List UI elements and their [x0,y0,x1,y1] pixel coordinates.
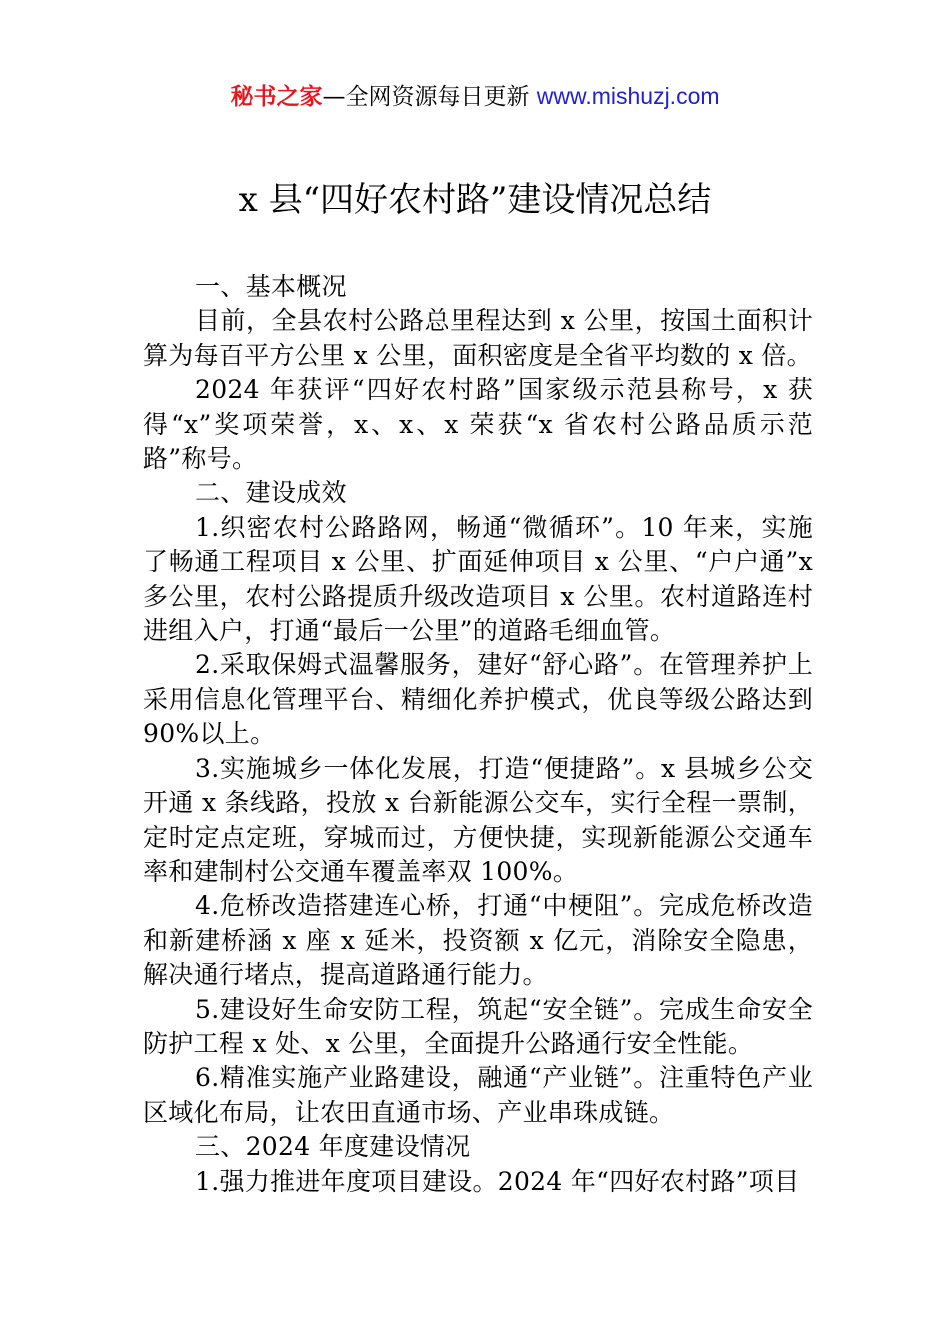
paragraph-achievement-4: 4.危桥改造搭建连心桥，打通“中梗阻”。完成危桥改造和新建桥涵 x 座 x 延米，投资额 x 亿元，消除安全隐患，解决通行堵点，提高道路通行能力。 [143,891,813,990]
section-heading-overview: 一、基本概况 [195,272,347,301]
section-heading-achievements: 二、建设成效 [195,478,347,508]
site-header [0,80,950,113]
paragraph-2024-1: 1.强力推进年度项目建设。2024 年“四好农村路”项目 [195,1166,800,1196]
paragraph-achievement-2: 2.采取保姆式温馨服务，建好“舒心路”。在管理养护上采用信息化管理平台、精细化养护模式，优良等级公路达到 90%以上。 [143,650,813,749]
paragraph-achievement-5: 5.建设好生命安防工程，筑起“安全链”。完成生命安全防护工程 x 处、x 公里，全面提升公路通行安全性能。 [143,994,813,1058]
paragraph-overview-mileage: 目前，全县农村公路总里程达到 x 公里，按国土面积计算为每百平方公里 x 公里，面积密度是全省平均数的 x 倍。 [143,306,813,370]
paragraph-achievement-6: 6.精准实施产业路建设，融通“产业链”。注重特色产业区域化布局，让农田直通市场、产业串珠成链。 [143,1063,813,1127]
document-title: x 县“四好农村路”建设情况总结 [238,180,712,220]
site-brand: 秘书之家 [230,84,323,110]
document-body [143,270,813,1199]
paragraph-overview-honors: 2024 年获评“四好农村路”国家级示范县称号，x 获得“x”奖项荣誉，x、x、x 荣获“x 省农村公路品质示范路”称号。 [143,375,813,474]
section-heading-2024: 三、2024 年度建设情况 [195,1132,471,1162]
site-url-link[interactable]: www.mishuzj.com [536,83,720,109]
paragraph-achievement-1: 1.织密农村公路路网，畅通“微循环”。10 年来，实施了畅通工程项目 x 公里、扩面延伸项目 x 公里、“户户通”x 多公里，农村公路提质升级改造项目 x 公里。农村道路连村进组入户，打通“最后一公里”的道路毛细血管。 [143,512,813,646]
site-tagline: —全网资源每日更新 [322,84,530,110]
paragraph-achievement-3: 3.实施城乡一体化发展，打造“便捷路”。x 县城乡公交开通 x 条线路，投放 x 台新能源公交车，实行全程一票制，定时定点定班，穿城而过，方便快捷，实现新能源公交通车率和建制村公交通车覆盖率双 100%。 [143,753,813,886]
